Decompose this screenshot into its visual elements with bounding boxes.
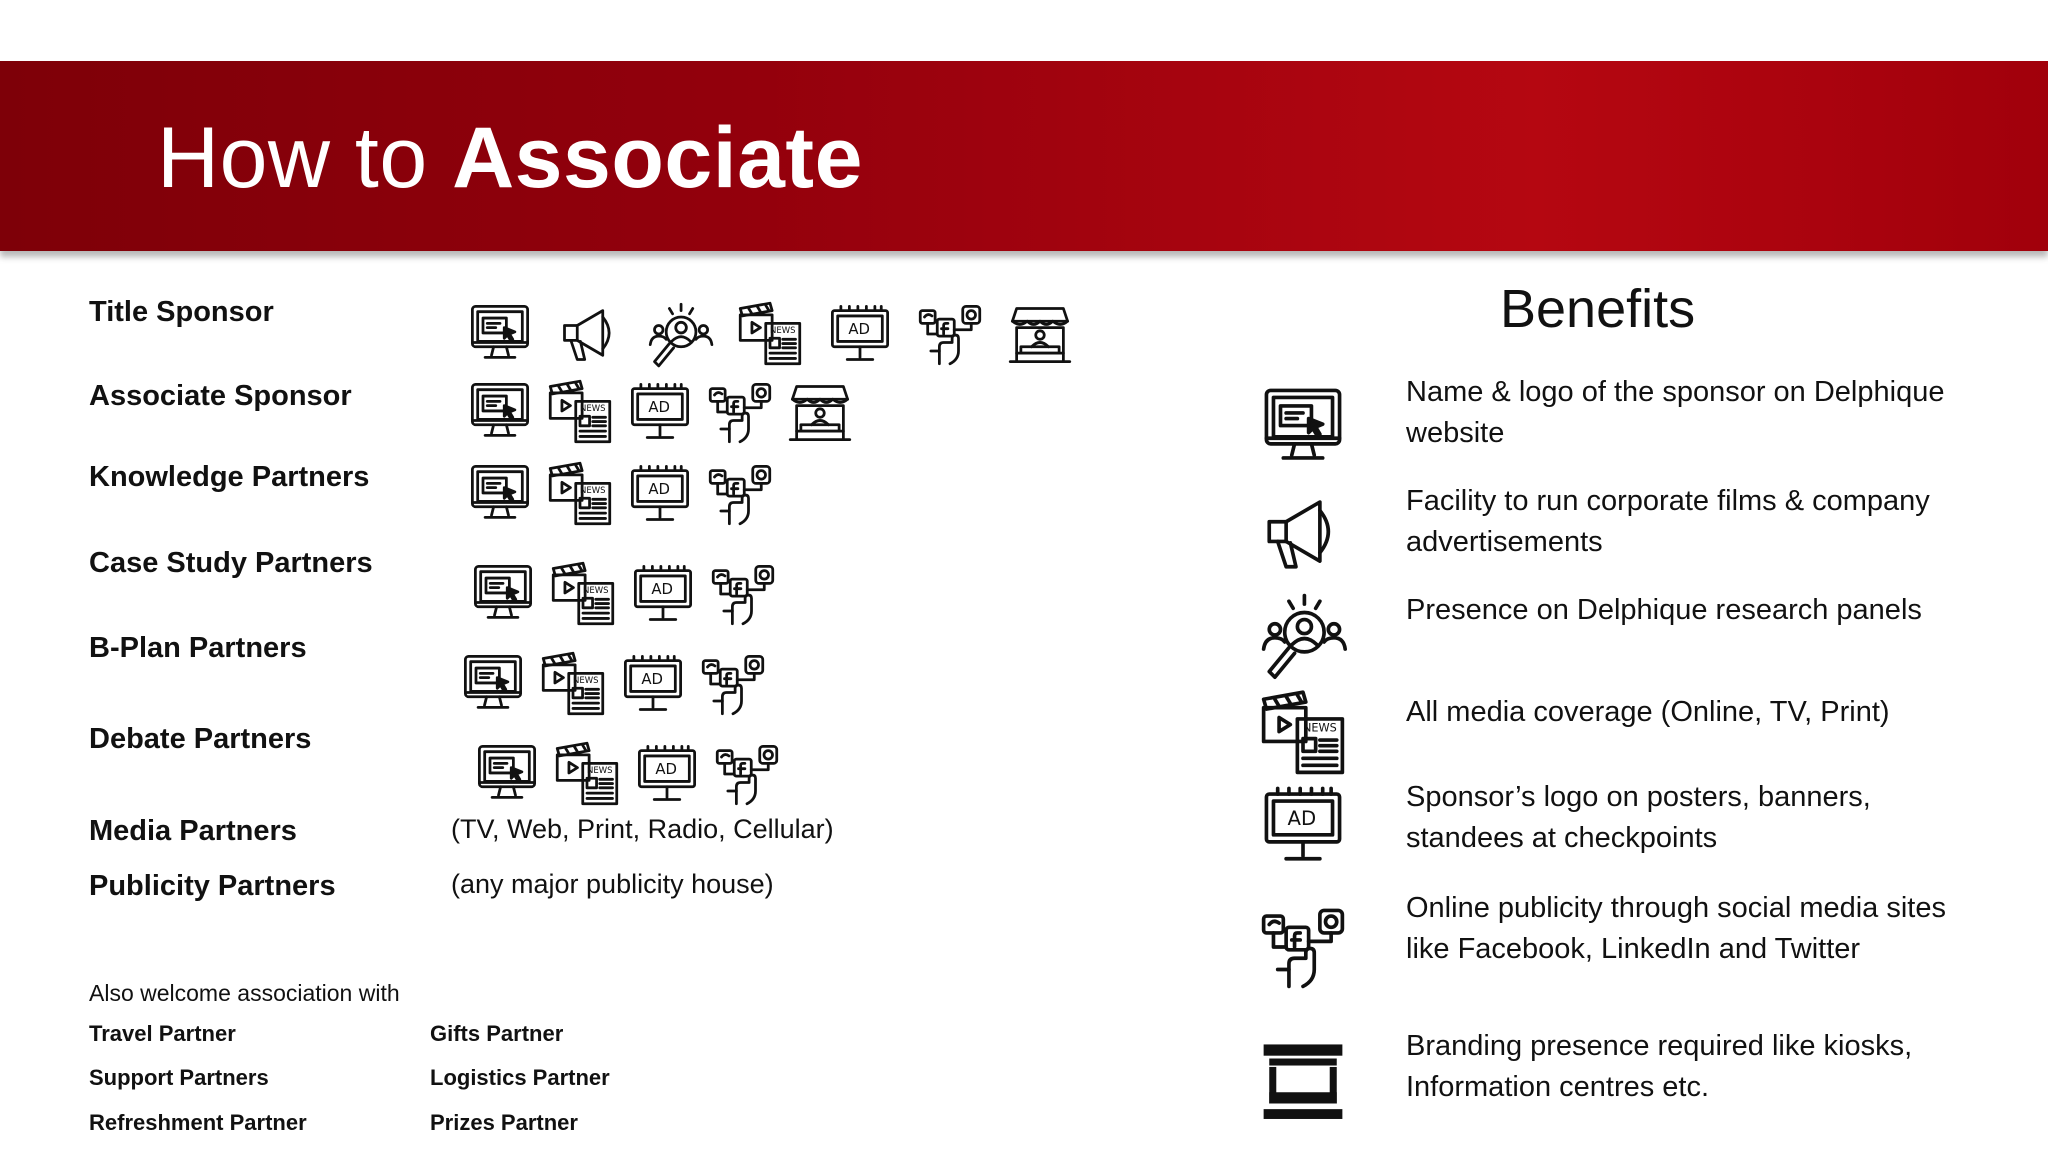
ad-board-icon bbox=[633, 740, 701, 808]
benefit-posters-text: Sponsor’s logo on posters, banners, standees at checkpoints bbox=[1406, 781, 1871, 854]
benefit-media-text: All media coverage (Online, TV, Print) bbox=[1406, 696, 1890, 728]
megaphone-icon bbox=[556, 300, 624, 368]
travel-partner-label: Travel Partner bbox=[89, 1021, 236, 1046]
title-banner bbox=[0, 61, 2048, 251]
page-title bbox=[157, 109, 863, 208]
svg-text:AD: AD bbox=[655, 760, 677, 778]
website-icon bbox=[466, 300, 534, 368]
svg-text:NEWS: NEWS bbox=[580, 403, 606, 414]
benefit-social-media-icon bbox=[1258, 902, 1348, 992]
title-bold: Associate bbox=[452, 110, 863, 206]
media-partners-note: (TV, Web, Print, Radio, Cellular) bbox=[451, 814, 834, 844]
media-coverage-icon bbox=[549, 560, 617, 628]
svg-text:AD: AD bbox=[648, 480, 670, 498]
row-media-partners-label: Media Partners bbox=[89, 815, 297, 847]
media-coverage-icon bbox=[736, 300, 804, 368]
benefit-kiosk-icon bbox=[1258, 1036, 1348, 1126]
social-media-icon bbox=[709, 560, 777, 628]
benefit-research-panel-icon bbox=[1258, 590, 1348, 680]
svg-text:AD: AD bbox=[1287, 807, 1317, 830]
ad-board-icon bbox=[619, 650, 687, 718]
ad-board-icon bbox=[626, 378, 694, 446]
svg-text:AD: AD bbox=[641, 670, 663, 688]
social-media-icon bbox=[699, 650, 767, 718]
svg-text:NEWS: NEWS bbox=[770, 325, 796, 336]
website-icon bbox=[469, 560, 537, 628]
logistics-partner-label: Logistics Partner bbox=[430, 1065, 610, 1090]
research-panel-icon bbox=[646, 300, 714, 368]
benefit-research-text: Presence on Delphique research panels bbox=[1406, 594, 1922, 626]
kiosk-icon bbox=[786, 378, 854, 446]
media-coverage-icon bbox=[539, 650, 607, 718]
row-knowledge-partners-label: Knowledge Partners bbox=[89, 461, 370, 493]
row-debate-partners-label: Debate Partners bbox=[89, 723, 312, 755]
social-media-icon bbox=[706, 460, 774, 528]
benefit-megaphone-icon bbox=[1258, 488, 1348, 578]
svg-text:AD: AD bbox=[648, 398, 670, 416]
svg-text:AD: AD bbox=[651, 580, 673, 598]
ad-board-icon bbox=[626, 460, 694, 528]
benefit-social-text: Online publicity through social media sites like Facebook, LinkedIn and Twitter bbox=[1406, 892, 1946, 965]
row-case-study-partners-label: Case Study Partners bbox=[89, 547, 373, 579]
svg-text:NEWS: NEWS bbox=[580, 485, 606, 496]
title-light: How to bbox=[157, 110, 428, 206]
row-bplan-partners-label: B-Plan Partners bbox=[89, 632, 307, 664]
benefit-films-text: Facility to run corporate films & company advertisements bbox=[1406, 485, 1930, 558]
social-media-icon bbox=[706, 378, 774, 446]
svg-text:NEWS: NEWS bbox=[587, 765, 613, 776]
kiosk-icon bbox=[1006, 300, 1074, 368]
benefit-website-text: Name & logo of the sponsor on Delphique website bbox=[1406, 376, 1945, 449]
row-title-sponsor-label: Title Sponsor bbox=[89, 296, 274, 328]
benefit-ad-board-icon bbox=[1258, 780, 1348, 870]
benefit-media-coverage-icon bbox=[1258, 688, 1348, 778]
also-welcome-title: Also welcome association with bbox=[89, 980, 400, 1006]
social-media-icon bbox=[916, 300, 984, 368]
website-icon bbox=[459, 650, 527, 718]
refreshment-partner-label: Refreshment Partner bbox=[89, 1110, 307, 1135]
row-publicity-partners-label: Publicity Partners bbox=[89, 870, 336, 902]
website-icon bbox=[466, 460, 534, 528]
svg-text:NEWS: NEWS bbox=[583, 585, 609, 596]
benefits-title: Benefits bbox=[1500, 279, 1696, 339]
media-coverage-icon bbox=[546, 378, 614, 446]
support-partners-label: Support Partners bbox=[89, 1065, 269, 1090]
svg-text:NEWS: NEWS bbox=[573, 675, 599, 686]
row-associate-sponsor-label: Associate Sponsor bbox=[89, 380, 352, 412]
gifts-partner-label: Gifts Partner bbox=[430, 1021, 564, 1046]
website-icon bbox=[466, 378, 534, 446]
ad-board-icon bbox=[629, 560, 697, 628]
benefit-kiosk-text: Branding presence required like kiosks, Information centres etc. bbox=[1406, 1030, 1913, 1103]
benefit-website-icon bbox=[1258, 382, 1348, 472]
website-icon bbox=[473, 740, 541, 808]
svg-text:AD: AD bbox=[848, 320, 870, 338]
media-coverage-icon bbox=[553, 740, 621, 808]
svg-text:NEWS: NEWS bbox=[1303, 721, 1337, 735]
media-coverage-icon bbox=[546, 460, 614, 528]
social-media-icon bbox=[713, 740, 781, 808]
publicity-partners-note: (any major publicity house) bbox=[451, 869, 774, 899]
prizes-partner-label: Prizes Partner bbox=[430, 1110, 578, 1135]
ad-board-icon bbox=[826, 300, 894, 368]
